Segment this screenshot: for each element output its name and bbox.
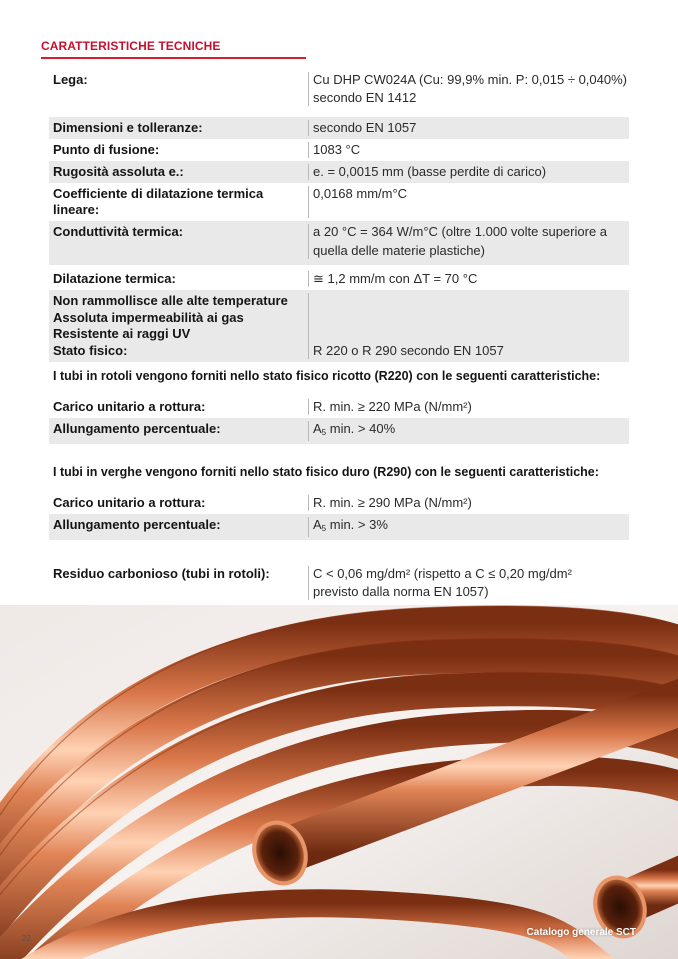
spec-key: Allungamento percentuale: (53, 517, 221, 532)
value-subscript: 5 (321, 428, 327, 437)
value-prefix: A (313, 421, 322, 436)
spec-row-dilatazione-lineare (49, 183, 629, 221)
value-suffix: min. > 40% (326, 421, 396, 436)
rotoli-table (49, 396, 629, 444)
spec-key: Rugosità assoluta e.: (53, 164, 184, 179)
spec-key: Carico unitario a rottura: (53, 399, 206, 414)
spec-value-line: a 20 °C = 364 W/m°C (oltre 1.000 volte superiore a (313, 224, 608, 239)
spec-key-line: Assoluta impermeabilità ai gas (53, 309, 244, 325)
spec-key: Allungamento percentuale: (53, 421, 221, 436)
value-suffix: min. > 3% (326, 517, 388, 532)
spec-key: Punto di fusione: (53, 142, 160, 157)
spec-key-line: Stato fisico: (53, 342, 128, 358)
rotoli-row-carico (49, 396, 629, 418)
page-number: 22 (22, 934, 31, 943)
spec-value-line: secondo EN 1412 (313, 90, 417, 105)
spec-key-line: Non rammollisce alle alte temperature (53, 293, 288, 308)
residuo-table (49, 563, 629, 603)
spec-key: Conduttività termica: (53, 224, 184, 239)
verghe-row-carico (49, 492, 629, 514)
spec-value (308, 72, 629, 106)
spec-row-conduttivita (49, 221, 629, 265)
spec-key: Residuo carbonioso (tubi in rotoli): (53, 566, 270, 581)
spec-value (308, 566, 629, 600)
spec-row-rugosita (49, 161, 629, 183)
value-subscript: 5 (321, 524, 327, 533)
verghe-intro: I tubi in verghe vengono forniti nello stato fisico duro (R290) con le seguenti caratteristiche: (53, 465, 599, 479)
spec-key: Dimensioni e tolleranze: (53, 120, 203, 135)
verghe-row-allungamento (49, 514, 629, 540)
spec-key: Carico unitario a rottura: (53, 495, 206, 510)
spec-value: 0,0168 mm/m°C (308, 186, 629, 218)
spec-row-dimensioni (49, 117, 629, 139)
spec-row-dilatazione (49, 265, 629, 290)
spec-value-line: quella delle materie plastiche) (313, 243, 485, 258)
value-prefix: A (313, 517, 322, 532)
spec-value (308, 224, 629, 259)
spec-key-line: Resistente ai raggi UV (53, 326, 191, 341)
spec-key: Dilatazione termica: (53, 271, 176, 286)
spec-value-text: R 220 o R 290 secondo EN 1057 (313, 343, 504, 358)
spec-value: 1083 °C (308, 142, 629, 158)
spec-value: R. min. ≥ 220 MPa (N/mm²) (308, 399, 629, 415)
spec-value: e. = 0,0015 mm (basse perdite di carico) (308, 164, 629, 180)
spec-value (308, 421, 629, 441)
spec-value: secondo EN 1057 (308, 120, 629, 136)
rotoli-row-allungamento (49, 418, 629, 444)
copper-pipes-illustration (0, 605, 678, 959)
title-underline (41, 57, 306, 59)
section-title: CARATTERISTICHE TECNICHE (41, 39, 221, 53)
residuo-row (49, 563, 629, 603)
spec-table (49, 69, 629, 362)
spec-key (49, 293, 308, 359)
catalog-label: Catalogo generale SCT (526, 927, 636, 938)
verghe-table (49, 492, 629, 540)
spec-value (308, 517, 629, 537)
spec-value (308, 293, 629, 359)
copper-pipes-photo (0, 605, 678, 959)
spec-value: ≅ 1,2 mm/m con ΔT = 70 °C (308, 271, 629, 287)
spec-value: R. min. ≥ 290 MPa (N/mm²) (308, 495, 629, 511)
rotoli-intro: I tubi in rotoli vengono forniti nello stato fisico ricotto (R220) con le seguenti caratteristiche: (53, 369, 601, 383)
spec-row-stato-fisico (49, 290, 629, 362)
spec-value-line: C < 0,06 mg/dm² (rispetto a C ≤ 0,20 mg/dm² (313, 566, 572, 581)
spec-key: Lega: (53, 72, 88, 87)
spec-row-fusione (49, 139, 629, 161)
spec-value-line: Cu DHP CW024A (Cu: 99,9% min. P: 0,015 ÷ 0,040%) (313, 72, 627, 87)
spec-value-line: previsto dalla norma EN 1057) (313, 584, 489, 599)
spec-key: Coefficiente di dilatazione termica lineare: (53, 186, 264, 217)
spec-row-lega (49, 69, 629, 109)
